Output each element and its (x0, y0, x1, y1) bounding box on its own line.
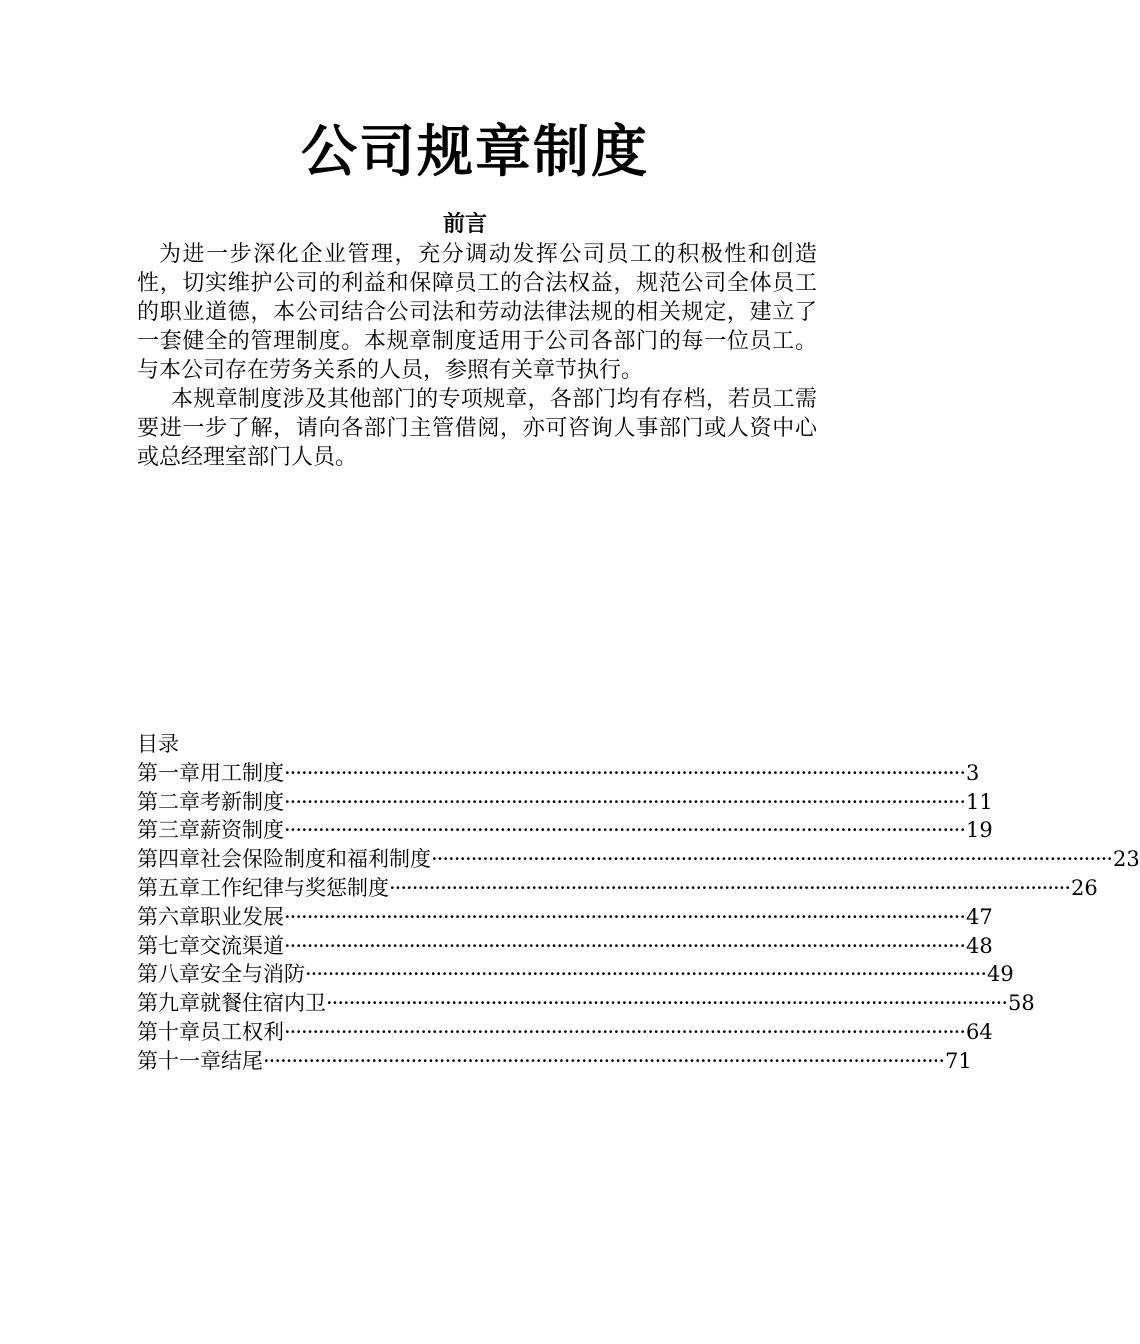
preface-paragraph-2: 本规章制度涉及其他部门的专项规章，各部门均有存档，若员工需要进一步了解，请向各部门主管借阅，亦可咨询人事部门或人资中心或总经理室部门人员。 (137, 387, 817, 470)
toc-entry (137, 759, 980, 788)
toc-dot-leader: ························································································································ (284, 904, 966, 929)
toc-heading: 目录 (137, 732, 179, 756)
toc-page-number: 19 (966, 818, 993, 843)
toc-dot-leader: ························································································································ (284, 1019, 966, 1044)
toc-dot-leader: ························································································································ (284, 760, 966, 785)
toc-entry (137, 1047, 972, 1076)
toc-page-number: 11 (966, 789, 993, 814)
toc-dot-leader: ························································································································ (263, 1048, 945, 1073)
toc-chapter-name: 薪资制度 (200, 818, 284, 843)
toc-page-number: 49 (987, 962, 1014, 987)
toc-dot-leader: ························································································································ (389, 875, 1071, 900)
preface-body (137, 240, 817, 472)
toc-entry (137, 816, 993, 845)
toc-entry (137, 1018, 993, 1047)
toc-chapter-number: 第八章 (137, 962, 200, 987)
toc-chapter-name: 安全与消防 (200, 962, 305, 987)
toc-page-number: 64 (966, 1019, 993, 1044)
toc-chapter-name: 就餐住宿内卫 (200, 991, 326, 1016)
toc-page-number: 58 (1008, 991, 1035, 1016)
toc-entry (137, 903, 993, 932)
toc-chapter-name: 结尾 (221, 1048, 263, 1073)
toc-entry (137, 845, 1140, 874)
toc-chapter-name: 工作纪律与奖惩制度 (200, 875, 389, 900)
toc-chapter-name: 考新制度 (200, 789, 284, 814)
toc-page-number: 3 (966, 760, 980, 785)
toc-page-number: 23 (1113, 847, 1140, 872)
preface-paragraph-1: 为进一步深化企业管理，充分调动发挥公司员工的积极性和创造性，切实维护公司的利益和保障员工的合法权益，规范公司全体员工的职业道德，本公司结合公司法和劳动法律法规的相关规定，建立了一套健全的管理制度。本规章制度适用于公司各部门的每一位员工。与本公司存在劳务关系的人员，参照有关章节执行。 (137, 242, 817, 383)
toc-entry (137, 874, 1098, 903)
toc-chapter-name: 员工权利 (200, 1019, 284, 1044)
toc-entry (137, 932, 993, 961)
toc-chapter-number: 第四章 (137, 847, 200, 872)
toc-chapter-name: 职业发展 (200, 904, 284, 929)
toc-dot-leader: ························································································································ (305, 962, 987, 987)
toc-dot-leader: ························································································································ (431, 847, 1113, 872)
toc-chapter-number: 第三章 (137, 818, 200, 843)
toc-chapter-number: 第五章 (137, 875, 200, 900)
toc-list (137, 759, 1140, 1076)
preface-heading: 前言 (442, 212, 487, 237)
table-of-contents (137, 730, 1140, 1076)
toc-chapter-name: 用工制度 (200, 760, 284, 785)
toc-dot-leader: ························································································································ (284, 789, 966, 814)
toc-page-number: 71 (945, 1048, 972, 1073)
toc-page-number: 26 (1071, 875, 1098, 900)
toc-page-number: 48 (966, 933, 993, 958)
toc-dot-leader: ························································································································ (284, 818, 966, 843)
toc-chapter-number: 第七章 (137, 933, 200, 958)
toc-entry (137, 960, 1014, 989)
toc-entry (137, 788, 993, 817)
toc-chapter-name: 交流渠道 (200, 933, 284, 958)
toc-chapter-number: 第十章 (137, 1019, 200, 1044)
toc-chapter-number: 第二章 (137, 789, 200, 814)
toc-chapter-number: 第六章 (137, 904, 200, 929)
toc-entry (137, 989, 1035, 1018)
toc-chapter-name: 社会保险制度和福利制度 (200, 847, 431, 872)
toc-dot-leader: ························································································································ (326, 991, 1008, 1016)
toc-chapter-number: 第九章 (137, 991, 200, 1016)
toc-chapter-number: 第一章 (137, 760, 200, 785)
toc-chapter-number: 第十一章 (137, 1048, 221, 1073)
toc-page-number: 47 (966, 904, 993, 929)
toc-dot-leader: ························································································································ (284, 933, 966, 958)
document-title: 公司规章制度 (301, 120, 649, 185)
